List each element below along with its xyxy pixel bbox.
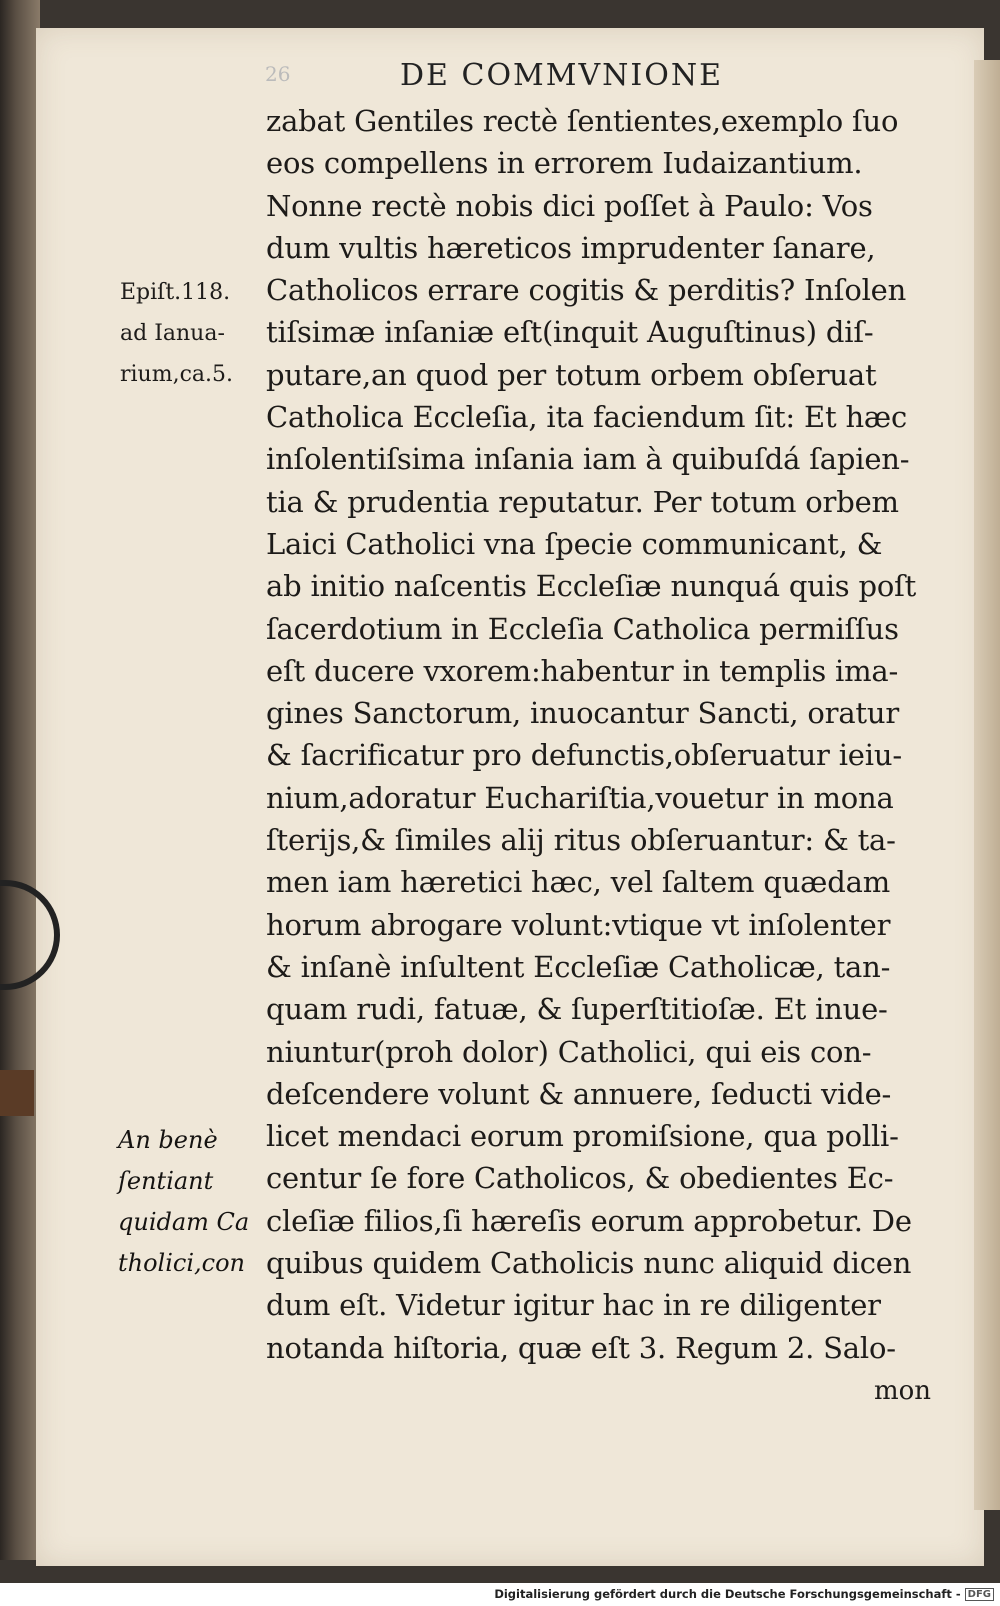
text-line: eſt ducere vxorem:habentur in templis ima- (266, 653, 899, 688)
text-line: zabat Gentiles rectè ſentientes,exemplo ſuo (266, 104, 899, 138)
text-line: Laici Catholici vna ſpecie communicant, & (266, 526, 883, 561)
text-line: eos compellens in errorem Iudaizantium. (266, 146, 863, 181)
page-fore-edge (974, 60, 1000, 1510)
handwritten-note-line: quidam Ca (118, 1208, 250, 1236)
text-line: Catholica Eccleſia, ita faciendum ſit: Et hæc (266, 400, 908, 435)
text-line: gines Sanctorum, inuocantur Sancti, oratur (266, 696, 899, 731)
book-spine-shadow (0, 0, 40, 1560)
text-line: nium,adoratur Euchariſtia,vouetur in mona (266, 780, 894, 815)
text-line: men iam hæretici hæc, vel ſaltem quædam (266, 865, 890, 900)
text-line: deſcendere volunt & annuere, ſeducti vide- (266, 1076, 892, 1111)
text-line: tiſsimæ inſaniæ eſt(inquit Auguſtinus) diſ- (266, 315, 874, 350)
text-line: ſterijs,& ſimiles alij ritus obſeruantur: & ta- (266, 823, 896, 858)
text-line: ab initio naſcentis Eccleſiæ nunquá quis poſt (266, 569, 917, 604)
text-line: niuntur(proh dolor) Catholici, qui eis con- (266, 1034, 872, 1069)
printed-margin-note (120, 272, 265, 395)
margin-note-line: Epiſt.118. (120, 280, 231, 305)
text-line: tia & prudentia reputatur. Per totum orbem (266, 484, 899, 519)
text-line: horum abrogare volunt:vtique vt inſolenter (266, 907, 891, 942)
handwritten-margin-note (118, 1120, 268, 1284)
text-line: putare,an quod per totum orbem obſeruat (266, 357, 877, 392)
dfg-logo: DFG (965, 1588, 994, 1601)
body-text (266, 100, 956, 1369)
text-line: ſacerdotium in Eccleſia Catholica permiſſus (266, 611, 899, 646)
running-header: DE COMMVNIONE (400, 58, 723, 93)
text-line: cleſiæ filios,ſi hæreſis eorum approbetur. De (266, 1203, 912, 1238)
text-line: Nonne rectè nobis dici poſſet à Paulo: Vos (266, 188, 873, 223)
handwritten-note-line: tholici,con (118, 1249, 245, 1277)
text-line: quam rudi, fatuæ, & ſuperſtitioſæ. Et inue- (266, 992, 888, 1027)
clasp-bar (0, 1070, 34, 1116)
text-line: & inſanè inſultent Eccleſiæ Catholicæ, tan- (266, 949, 891, 984)
catchword: mon (874, 1376, 932, 1406)
text-line: quibus quidem Catholicis nunc aliquid dicen (266, 1246, 912, 1281)
text-line: dum eſt. Videtur igitur hac in re diligenter (266, 1288, 881, 1323)
text-line: notanda hiſtoria, quæ eſt 3. Regum 2. Salo- (266, 1330, 896, 1365)
digitization-credit (494, 1587, 994, 1601)
text-line: Catholicos errare cogitis & perditis? Inſolen (266, 273, 907, 308)
margin-note-line: rium,ca.5. (120, 362, 233, 387)
text-line: inſolentiſsima inſania iam à quibuſdá ſapien- (266, 442, 910, 477)
text-line: & ſacrificatur pro defunctis,obſeruatur ieiu- (266, 738, 902, 773)
text-line: dum vultis hæreticos imprudenter ſanare, (266, 230, 876, 265)
margin-note-line: ad Ianua- (120, 321, 225, 346)
handwritten-note-line: ſentiant (118, 1167, 214, 1195)
text-line: licet mendaci eorum promiſsione, qua polli- (266, 1119, 899, 1154)
credit-text: Digitalisierung gefördert durch die Deutsche Forschungsgemeinschaft - (494, 1587, 961, 1601)
folio-number: 26 (265, 62, 291, 86)
handwritten-note-line: An benè (118, 1126, 218, 1154)
text-line: centur ſe fore Catholicos, & obedientes Ec- (266, 1161, 894, 1196)
